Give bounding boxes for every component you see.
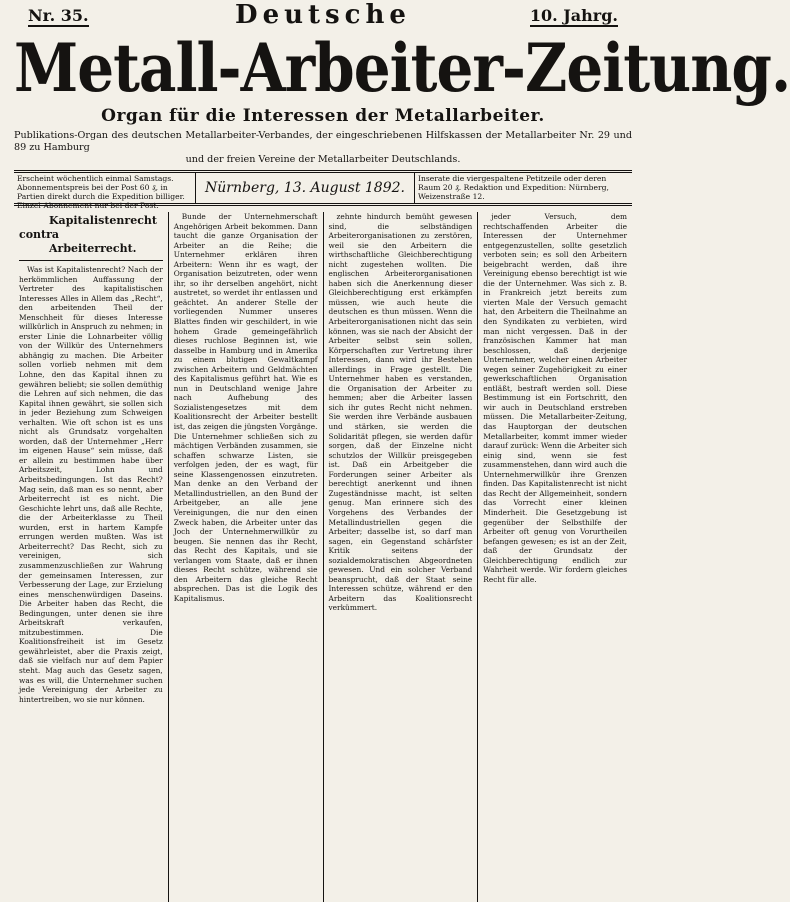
newspaper-title: Metall-Arbeiter-Zeitung.	[14, 28, 790, 108]
publication-organ-line	[14, 130, 632, 166]
headline-rule	[19, 260, 163, 261]
headline-line-2: Arbeiterrecht.	[49, 242, 137, 255]
column-text: jeder Versuch, dem rechtschaffenden Arbeiter die Interessen der Unternehmer entgegenzustellen, sollte gesetzlich verboten sein; es soll den Arbeitern beigebracht werden, daß ihre Vereinigung ebenso berechtigt ist wie die der Unternehmer. Was sich z. B. in Frankreich jetzt bereits zum vierten Male der Versuch gemacht hat, den Arbeitern die Theilnahme an den Syndikaten zu verbieten, wird man nicht vergessen. Daß in der französischen Kammer hat man beschlossen, daß derjenige Unternehmer, welcher einen Arbeiter wegen seiner Zugehörigkeit zu einer gewerkschaftlichen Organisation entläßt, bestraft werden soll. Diese Bestimmung ist ein Fortschritt, den wir auch in Deutschland erstreben müssen. Die Metallarbeiter-Zeitung, das Hauptorgan der deutschen Metallarbeiter, kommt immer wieder darauf zurück: Wenn die Arbeiter sich einig sind, wenn sie fest zusammenstehen, dann wird auch die Unternehmerwillkür ihre Grenzen finden. Das Kapitalistenrecht ist nicht das Recht der Allgemeinheit, sondern das Vorrecht einer kleinen Minderheit. Die Gesetzgebung ist gegenüber der Selbsthilfe der Arbeiter oft genug von Vorurtheilen befangen gewesen; es ist an der Zeit, daß der Grundsatz der Gleichberechtigung endlich zur Wahrheit werde. Wir fordern gleiches Recht für alle.	[483, 212, 627, 584]
masthead-top-row	[14, 0, 632, 30]
article-headline	[19, 214, 163, 256]
column-4	[478, 212, 632, 902]
organ-line-1: Publikations-Organ des deutschen Metallarbeiter-Verbandes, der eingeschriebenen Hilfskassen der Metallarbeiter Nr. 29 und 89 zu Hamburg	[14, 130, 632, 153]
column-text: Was ist Kapitalistenrecht? Nach der herkömmlichen Auffassung der Vertreter des kapitalistischen Interesses Alles in Allem das „Recht“, den arbeitenden Theil der Menschheit für dieses Interesse willkürlich in Anspruch zu nehmen; in erster Linie die Lohnarbeiter völlig von der Willkür des Unternehmers abhängig zu machen. Die Arbeiter sollen vorlieb nehmen mit dem Lohne, den das Kapital ihnen zu gewähren beliebt; sie sollen demüthig die Lehren auf sich nehmen, die das Kapital ihnen gewährt, sie sollen sich in jeder Beziehung zum Schweigen verhalten. Wie oft schon ist es uns nicht als Grundsatz vorgehalten worden, daß der Unternehmer „Herr im eigenen Hause“ sein müsse, daß er allein zu bestimmen habe über Arbeitszeit, Lohn und Arbeitsbedingungen. Ist das Recht? Mag sein, daß man es so nennt, aber Arbeiterrecht ist es nicht. Die Geschichte lehrt uns, daß alle Rechte, die der Arbeiterklasse zu Theil wurden, erst in hartem Kampfe errungen werden mußten. Was ist Arbeiterrecht? Das Recht, sich zu vereinigen, sich zusammenzuschließen zur Wahrung der gemeinsamen Interessen, zur Verbesserung der Lage, zur Erzielung eines menschenwürdigen Daseins. Die Arbeiter haben das Recht, die Bedingungen, unter denen sie ihre Arbeitskraft verkaufen, mitzubestimmen. Die Koalitionsfreiheit ist im Gesetz gewährleistet, aber die Praxis zeigt, daß sie vielfach nur auf dem Papier steht. Mag auch das Gesetz sagen, was es will, die Unternehmer suchen jede Vereinigung der Arbeiter zu hintertreiben, wo sie nur können.	[19, 265, 163, 704]
column-2	[169, 212, 324, 902]
advertising-info: Inserate die viergespaltene Petitzeile oder deren Raum 20 ₰. Redaktion und Expedition: Nürnberg, Weizenstraße 12.	[414, 173, 632, 203]
volume-number: 10. Jahrg.	[529, 6, 618, 25]
dateline: Nürnberg, 13. August 1892.	[205, 179, 405, 196]
issue-number: Nr. 35.	[28, 6, 89, 25]
organ-line-2: und der freien Vereine der Metallarbeiter Deutschlands.	[185, 154, 461, 165]
article-columns	[14, 212, 632, 902]
column-3	[324, 212, 479, 902]
newspaper-subtitle: Organ für die Interessen der Metallarbeiter.	[101, 106, 545, 126]
paper-word-deutsche: Deutsche	[235, 0, 411, 30]
column-1	[14, 212, 169, 902]
subscription-info: Erscheint wöchentlich einmal Samstags. Abonnementspreis bei der Post 60 ₰, in Partien direkt durch die Expedition billiger. Einzel-Abonnement nur bei der Post.	[14, 173, 196, 203]
headline-line-1: Kapitalistenrecht contra	[19, 214, 157, 241]
info-bar	[14, 170, 632, 210]
column-text: Bunde der Unternehmerschaft Angehörigen Arbeit bekommen. Dann taucht die ganze Organisation der Arbeiter an die Reihe; die Unternehmer erklären ihren Arbeitern: Wenn ihr es wagt, der Organisation beizutreten, oder wenn ihr, so ihr derselben angehört, nicht austretet, so werdet ihr entlassen und geächtet. An anderer Stelle der vorliegenden Nummer unseres Blattes finden wir geschildert, in wie hohem Grade gemeingefährlich dieses ruchlose Beginnen ist, wie dasselbe in Hamburg und in Amerika zu einem blutigen Gewaltkampf zwischen Arbeitern und Geldmächten des Kapitalismus geführt hat. Wie es nun in Deutschland wenige Jahre nach Aufhebung des Sozialistengesetzes mit dem Koalitionsrecht der Arbeiter bestellt ist, das zeigen die jüngsten Vorgänge. Die Unternehmer schließen sich zu mächtigen Verbänden zusammen, sie schaffen schwarze Listen, sie verfolgen jeden, der es wagt, für seine Klassengenossen einzutreten. Man denke an den Verband der Metallindustriellen, an den Bund der Arbeitgeber, an alle jene Vereinigungen, die nur den einen Zweck haben, die Arbeiter unter das Joch der Unternehmerwillkür zu beugen. Sie nennen das ihr Recht, das Recht des Kapitals, und sie verlangen vom Staate, daß er ihnen dieses Recht schütze, während sie den Arbeitern das gleiche Recht absprechen. Das ist die Logik des Kapitalismus.	[173, 212, 318, 603]
column-text: zehnte hindurch bemüht gewesen sind, die selbständigen Arbeiterorganisationen zu zerstören, weil sie den Arbeitern die wirthschaftliche Gleichberechtigung nicht zugestehen wollten. Die englischen Arbeiterorganisationen haben sich die Anerkennung dieser Gleichberechtigung erst erkämpfen müssen, wie auch heute die deutschen es thun müssen. Wenn die Arbeiterorganisationen nicht das sein können, was sie nach der Absicht der Arbeiter selbst sein sollen, Körperschaften zur Vertretung ihrer Interessen, dann wird ihr Bestehen allerdings in Frage gestellt. Die Unternehmer haben es verstanden, die Organisation der Arbeiter zu hemmen; aber die Arbeiter lassen sich ihr gutes Recht nicht nehmen. Sie werden ihre Verbände ausbauen und stärken, sie werden die Solidarität pflegen, sie werden dafür sorgen, daß der Einzelne nicht schutzlos der Willkür preisgegeben ist. Daß ein Arbeitgeber die Forderungen seiner Arbeiter als berechtigt anerkennt und ihnen Zugeständnisse macht, ist selten genug. Man erinnere sich des Vorgehens des Verbandes der Metallindustriellen gegen die Arbeiter; dasselbe ist, so darf man sagen, ein Gegenstand schärfster Kritik seitens der sozialdemokratischen Abgeordneten gewesen. Und ein solcher Verband beansprucht, daß der Staat seine Interessen schütze, während er den Arbeitern das Koalitionsrecht verkümmert.	[328, 212, 473, 613]
